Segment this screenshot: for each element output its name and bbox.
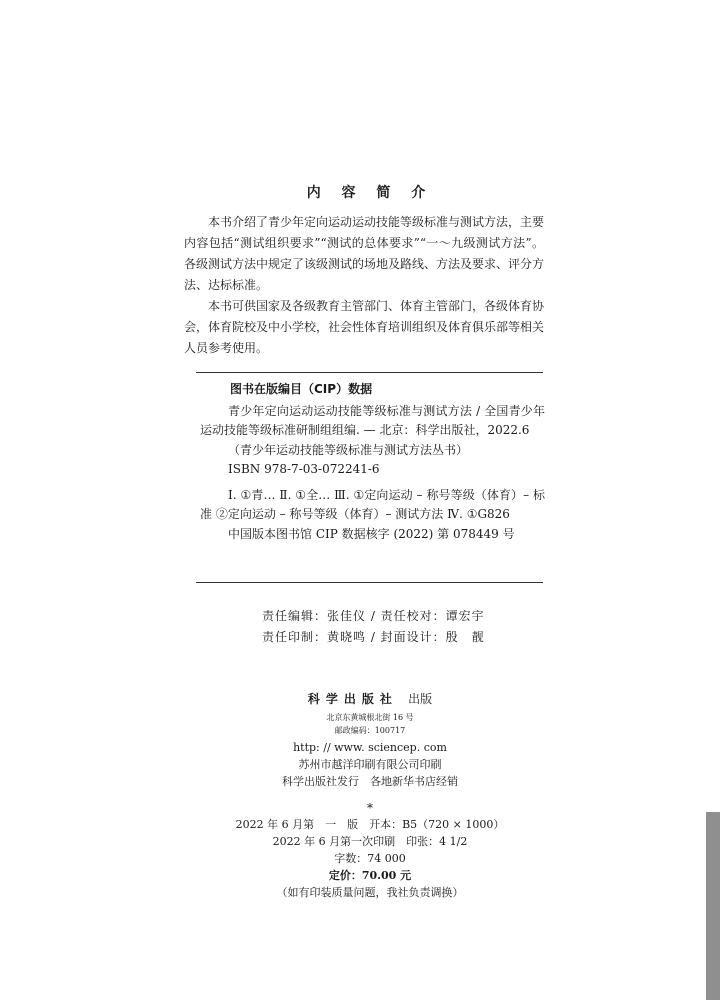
word-count: 字数：74 000	[334, 852, 406, 865]
publisher-suffix: 出版	[408, 692, 433, 706]
distribution-line: 科学出版社发行 各地新华书店经销	[282, 775, 458, 788]
editors-line: 责任印制：黄晓鸣 / 封面设计：殷 靓	[262, 630, 485, 644]
publisher-line	[0, 690, 720, 707]
printer-line: 苏州市越洋印刷有限公司印刷	[298, 758, 442, 771]
cip-block	[200, 380, 545, 544]
page-edge-bar	[706, 812, 720, 1000]
editors-line: 责任编辑：张佳仪 / 责任校对：谭宏宇	[262, 609, 485, 623]
intro-title: 内 容 简 介	[306, 185, 434, 201]
publisher-block	[0, 690, 720, 901]
intro-paragraph: 本书介绍了青少年定向运动运动技能等级标准与测试方法，主要内容包括“测试组织要求”“测试的总体要求”“一～九级测试方法”。各级测试方法中规定了该级测试的场地及路线、方法及要求、评分方法、达标标准。	[184, 215, 545, 292]
cip-title-entry: 青少年定向运动运动技能等级标准与测试方法 / 全国青少年运动技能等级标准研制组组编. — 北京：科学出版社，2022.6	[200, 403, 545, 437]
cip-top-rule	[196, 372, 543, 373]
cip-heading: 图书在版编目（CIP）数据	[230, 382, 373, 396]
intro-section	[184, 212, 544, 359]
publisher-name: 科学出版社	[307, 692, 398, 706]
separator-star: *	[367, 801, 373, 815]
cip-bottom-rule	[196, 582, 543, 583]
publisher-postcode: 邮政编码：100717	[334, 726, 406, 735]
quality-notice: （如有印装质量问题，我社负责调换）	[276, 886, 464, 899]
cip-isbn: ISBN 978-7-03-072241-6	[228, 462, 380, 476]
price: 定价：70.00 元	[328, 869, 412, 882]
editors-block	[262, 606, 485, 648]
printing-line: 2022 年 6 月第一次印刷 印张：4 1/2	[272, 835, 468, 848]
edition-line: 2022 年 6 月第 一 版 开本：B5（720 × 1000）	[235, 818, 505, 831]
cip-record: 中国版本图书馆 CIP 数据核字 (2022) 第 078449 号	[228, 526, 515, 541]
publisher-address: 北京东黄城根北街 16 号	[326, 713, 414, 722]
cip-subjects: Ⅰ. ①青… Ⅱ. ①全… Ⅲ. ①定向运动 – 称号等级（体育）– 标准 ②定向运动 – 称号等级（体育）– 测试方法 Ⅳ. ①G826	[200, 487, 545, 521]
publisher-url: http: // www. sciencep. com	[293, 741, 447, 754]
cip-series: （青少年运动技能等级标准与测试方法丛书）	[228, 442, 469, 457]
intro-paragraph: 本书可供国家及各级教育主管部门、体育主管部门，各级体育协会，体育院校及中小学校，社会性体育培训组织及体育俱乐部等相关人员参考使用。	[184, 299, 545, 355]
